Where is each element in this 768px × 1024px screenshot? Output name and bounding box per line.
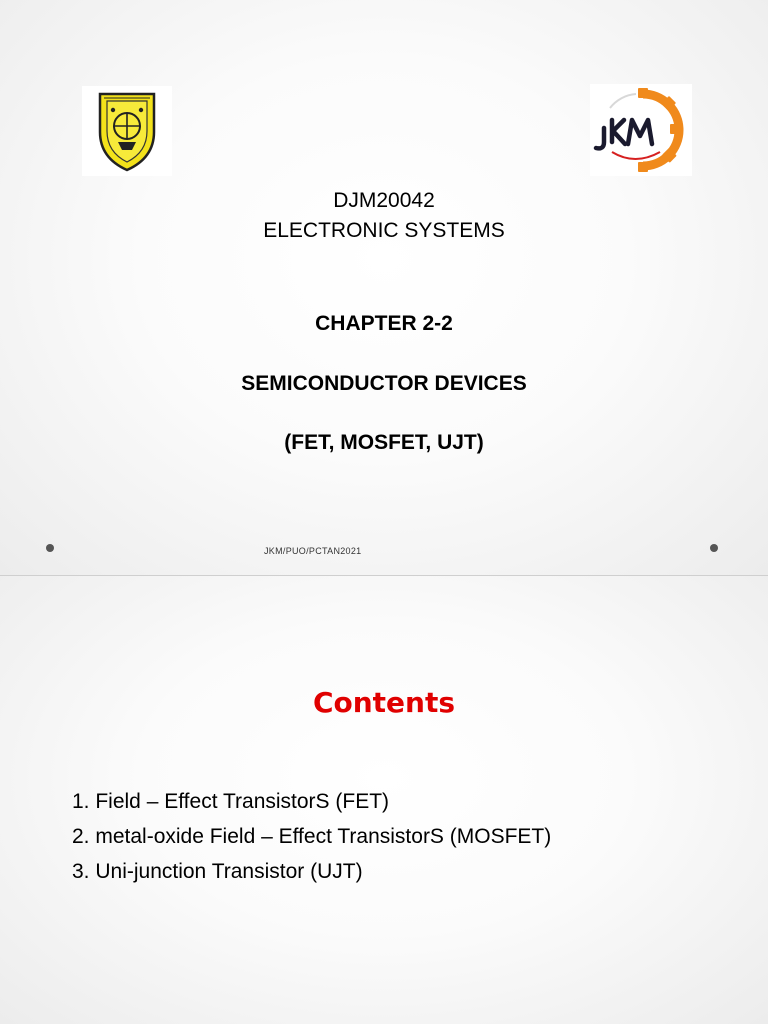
slide-footer: JKM/PUO/PCTAN2021	[264, 546, 362, 556]
gear-icon	[590, 84, 692, 176]
slide-bullet-right	[710, 544, 718, 552]
list-item: 1. Field – Effect TransistorS (FET)	[72, 790, 390, 813]
subtopic-title: (FET, MOSFET, UJT)	[284, 431, 484, 454]
slide-bullet-left	[46, 544, 54, 552]
chapter-title: CHAPTER 2-2	[315, 312, 453, 335]
crest-icon	[82, 86, 172, 176]
topic-title: SEMICONDUCTOR DEVICES	[241, 372, 527, 395]
contents-heading: Contents	[312, 686, 456, 719]
polytechnic-crest-logo	[82, 86, 172, 176]
contents-list	[72, 784, 551, 889]
slide-contents	[0, 576, 768, 1024]
course-name: ELECTRONIC SYSTEMS	[263, 219, 505, 242]
list-item: 2. metal-oxide Field – Effect TransistorS (MOSFET)	[72, 825, 552, 848]
list-item: 3. Uni-junction Transistor (UJT)	[72, 860, 363, 883]
course-code: DJM20042	[333, 189, 435, 212]
jkm-department-logo	[590, 84, 692, 176]
